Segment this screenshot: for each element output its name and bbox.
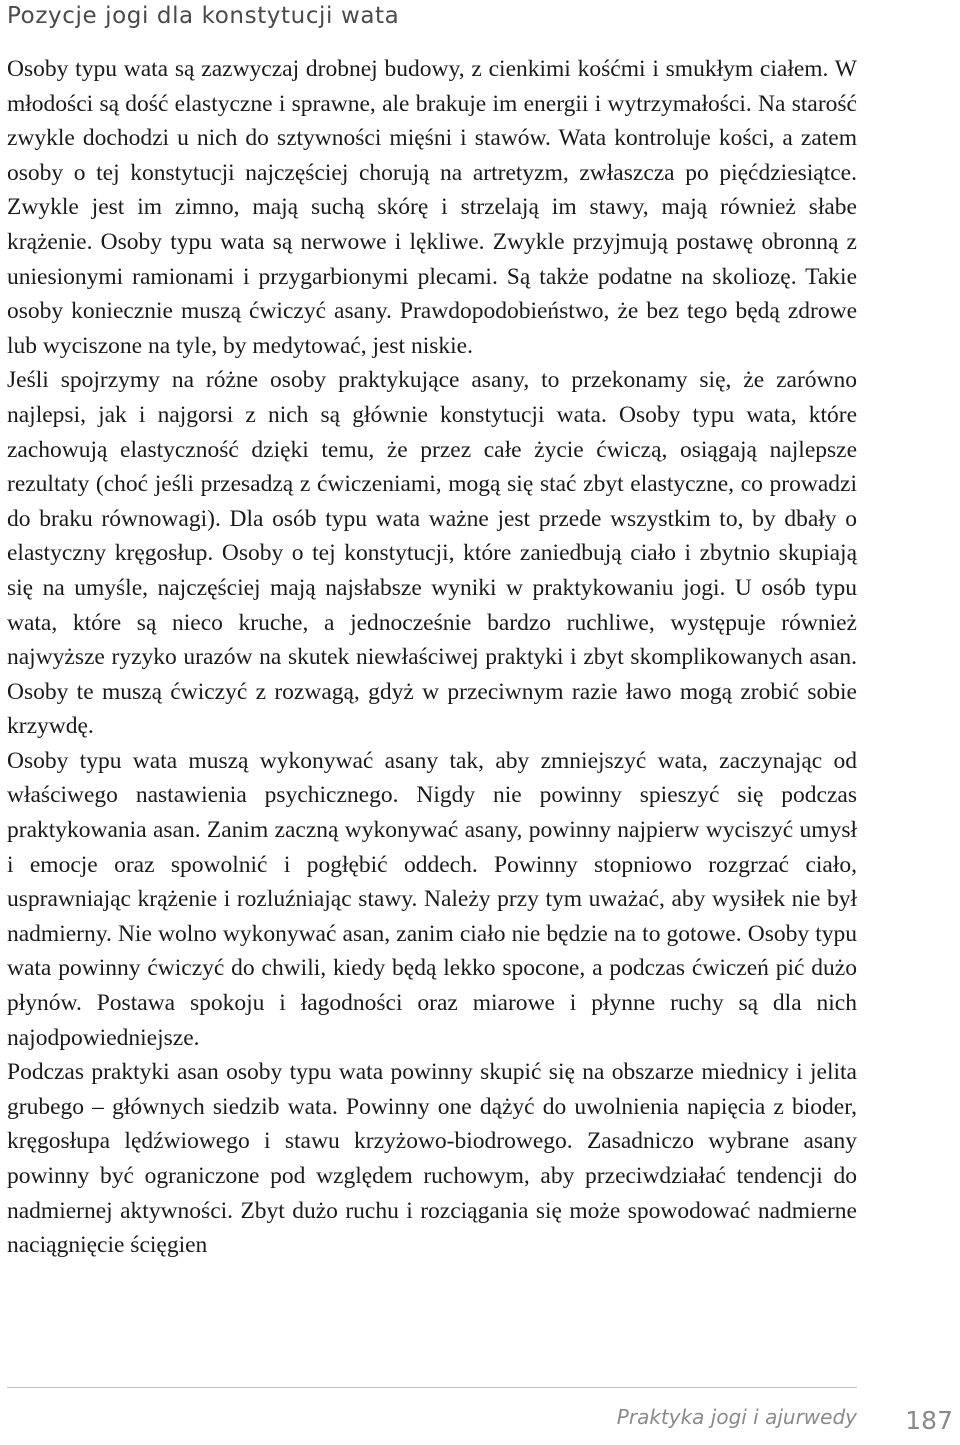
body-text <box>7 52 857 1263</box>
paragraph: Podczas praktyki asan osoby typu wata powinny skupić się na obszarze miednicy i jelita grubego – głównych siedzib wata. Powinny one dążyć do uwolnienia napięcia z bioder, kręgosłupa lędźwiowego i stawu krzyżowo-biodrowego. Zasadniczo wybrane asany powinny być ograniczone pod względem ruchowym, aby przeciwdziałać tendencji do nadmiernej aktywności. Zbyt dużo ruchu i rozciągania się może spowodować nadmierne naciągnięcie ścięgien <box>7 1059 857 1259</box>
paragraph: Osoby typu wata muszą wykonywać asany tak, aby zmniejszyć wata, zaczynając od właściwego nastawienia psychicznego. Nigdy nie powinny spieszyć się podczas praktykowania asan. Zanim zaczną wykonywać asany, powinny najpierw wyciszyć umysł i emocje oraz spowolnić i pogłębić oddech. Powinny stopniowo rozgrzać ciało, usprawniając krążenie i rozluźniając stawy. Należy przy tym uważać, aby wysiłek nie był nadmierny. Nie wolno wykonywać asan, zanim ciało nie będzie na to gotowe. Osoby typu wata powinny ćwiczyć do chwili, kiedy będą lekko spocone, a podczas ćwiczeń pić dużo płynów. Postawa spokoju i łagodności oraz miarowe i płynne ruchy są dla nich najodpowiedniejsze. <box>7 747 857 1051</box>
footer-divider <box>7 1387 857 1388</box>
section-heading: Pozycje jogi dla konstytucji wata <box>7 3 400 29</box>
paragraph: Jeśli spojrzymy na różne osoby praktykujące asany, to przekonamy się, że zarówno najlepsi, jak i najgorsi z nich są głównie konstytucji wata. Osoby typu wata, które zachowują elastyczność dzięki temu, że przez całe życie ćwiczą, osiągają najlepsze rezultaty (choć jeśli przesadzą z ćwiczeniami, mogą się stać zbyt elastyczne, co prowadzi do braku równowagi). Dla osób typu wata ważne jest przede wszystkim to, by dbały o elastyczny kręgosłup. Osoby o tej konstytucji, które zaniedbują ciało i zbytnio skupiają się na umyśle, najczęściej mają najsłabsze wyniki w praktykowaniu jogi. U osób typu wata, które są nieco kruche, a jednocześnie bardzo ruchliwe, występuje również najwyższe ryzyko urazów na skutek niewłaściwej praktyki i zbyt skomplikowanych asan. Osoby te muszą ćwiczyć z rozwagą, gdyż w przeciwnym razie ławo mogą zrobić sobie krzywdę. <box>7 367 857 740</box>
paragraph: Osoby typu wata są zazwyczaj drobnej budowy, z cienkimi kośćmi i smukłym ciałem. W młodości są dość elastyczne i sprawne, ale brakuje im energii i wytrzymałości. Na starość zwykle dochodzi u nich do sztywności mięśni i stawów. Wata kontroluje kości, a zatem osoby o tej konstytucji najczęściej chorują na artretyzm, zwłaszcza po pięćdziesiątce. Zwykle jest im zimno, mają suchą skórę i strzelają im stawy, mają również słabe krążenie. Osoby typu wata są nerwowe i lękliwe. Zwykle przyjmują postawę obronną z uniesionymi ramionami i przygarbionymi plecami. Są także podatne na skoliozę. Takie osoby koniecznie muszą ćwiczyć asany. Prawdopodobieństwo, że bez tego będą zdrowe lub wyciszone na tyle, by medytować, jest niskie. <box>7 56 857 359</box>
page-number: 187 <box>905 1406 953 1435</box>
footer-book-title: Praktyka jogi i ajurwedy <box>616 1405 857 1429</box>
